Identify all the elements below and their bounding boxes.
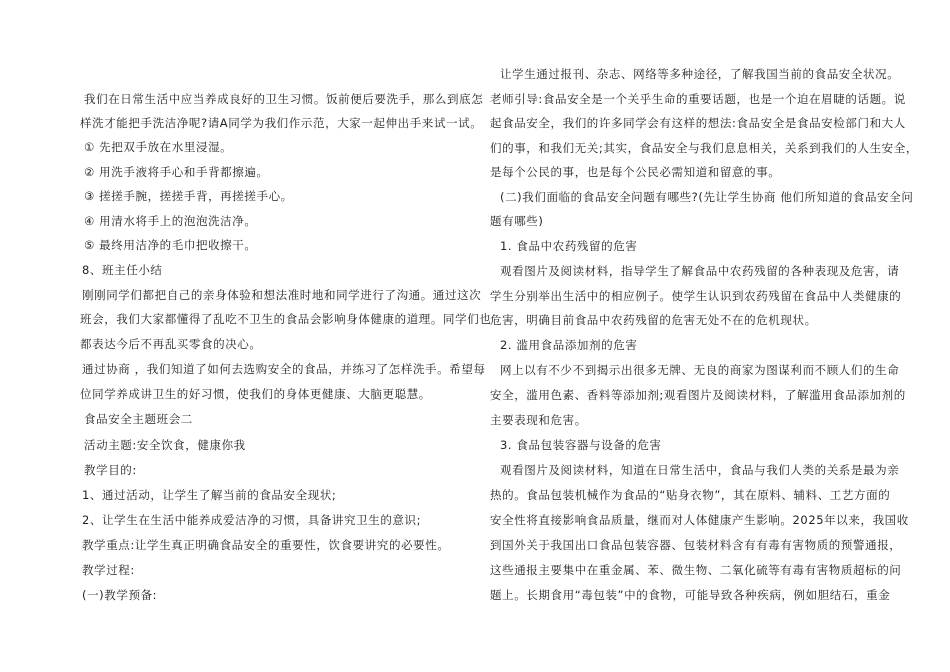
paragraph-line: 教学重点:让学生真正明确食品安全的重要性，饮食要讲究的必要性。 — [82, 538, 450, 552]
paragraph-line: 让学生通过报刊、杂志、网络等多种途径，了解我国当前的食品安全状况。 — [500, 67, 900, 81]
paragraph-line: 热的。食品包装机械作为食品的“贴身衣物”，其在原料、辅料、工艺方面的 — [490, 488, 891, 502]
list-item: 2、让学生在生活中能养成爱洁净的习惯，具备讲究卫生的意识; — [82, 513, 422, 527]
paragraph-line: 老师引导:食品安全是一个关乎生命的重要话题，也是一个迫在眉睫的话题。说 — [490, 92, 906, 106]
list-item: ③ 搓搓手腕，搓搓手背，再搓搓手心。 — [84, 189, 293, 203]
paragraph-line: 班会，我们大家都懂得了乱吃不卫生的食品会影响身体健康的道理。同学们也 — [80, 312, 492, 326]
paragraph-line: 我们在日常生活中应当养成良好的卫生习惯。饭前便后要洗手，那么到底怎 — [84, 92, 484, 106]
paragraph-line: 主要表现和危害。 — [490, 413, 587, 427]
list-item: ① 先把双手放在水里浸湿。 — [84, 140, 233, 154]
paragraph-line: 教学目的: — [84, 463, 137, 477]
paragraph-line: 观看图片及阅读材料，知道在日常生活中，食品与我们人类的关系是最为亲 — [500, 463, 900, 477]
document-subtitle: 食品安全主题班会二 — [84, 412, 193, 426]
list-item: ② 用洗手液将手心和手背都擦遍。 — [84, 165, 269, 179]
section-heading: 1. 食品中农药残留的危害 — [500, 239, 638, 253]
paragraph-line: 教学过程: — [82, 563, 135, 577]
paragraph-line: 危害，明确目前食品中农药残留的危害无处不在的危机现状。 — [490, 313, 817, 327]
paragraph-line: 观看图片及阅读材料，指导学生了解食品中农药残留的各种表现及危害，请 — [500, 264, 900, 278]
paragraph-line: 到国外关于我国出口食品包装容器、包装材料含有有毒有害物质的预警通报， — [490, 538, 902, 552]
paragraph-line: 安全性将直接影响食品质量，继而对人体健康产生影响。2025年以来，我国收 — [490, 513, 909, 527]
paragraph-line: (二)我们面临的食品安全问题有哪些?(先让学生协商 他们所知道的食品安全问 — [500, 190, 914, 204]
section-heading: 3. 食品包装容器与设备的危害 — [500, 438, 662, 452]
paragraph-line: 是每个公民的事，也是每个公民必需知道和留意的事。 — [490, 165, 781, 179]
paragraph-line: (一)教学预备: — [82, 588, 158, 602]
paragraph-line: 题上。长期食用“毒包装”中的食物，可能导致各种疾病，例如胆结石，重金 — [490, 588, 891, 602]
paragraph-line: 安全，滥用色素、香料等添加剂;观看图片及阅读材料，了解滥用食品添加剂的 — [490, 388, 906, 402]
paragraph-line: 活动主题:安全饮食，健康你我 — [84, 438, 246, 452]
section-heading: 2. 滥用食品添加剂的危害 — [500, 338, 638, 352]
list-item: ④ 用清水将手上的泡泡洗洁净。 — [84, 214, 257, 228]
paragraph-line: 都表达今后不再乱买零食的决心。 — [80, 337, 262, 351]
paragraph-line: 位同学养成讲卫生的好习惯，使我们的身体更健康、大脑更聪慧。 — [80, 387, 431, 401]
list-item: 1、通过活动，让学生了解当前的食品安全现状; — [82, 488, 337, 502]
paragraph-line: 题有哪些) — [490, 214, 544, 228]
paragraph-line: 们的事，和我们无关;其实，食品安全与我们息息相关，关系到我们的人生安全， — [490, 141, 918, 155]
list-item: ⑤ 最终用洁净的毛巾把收擦干。 — [84, 238, 257, 252]
paragraph-line: 刚刚同学们都把自己的亲身体验和想法准时地和同学进行了沟通。通过这次 — [82, 288, 482, 302]
paragraph-line: 通过协商 ，我们知道了如何去选购安全的食品，并练习了怎样洗手。希望每 — [82, 362, 486, 376]
paragraph-line: 起食品安全，我们的许多同学会有这样的想法:食品安全是食品安检部门和大人 — [490, 116, 906, 130]
paragraph-line: 这些通报主要集中在重金属、苯、微生物、二氧化硫等有毒有害物质超标的问 — [490, 563, 902, 577]
section-heading: 8、班主任小结 — [82, 263, 163, 277]
paragraph-line: 学生分别举出生活中的相应例子。使学生认识到农药残留在食品中人类健康的 — [490, 289, 902, 303]
paragraph-line: 网上以有不少不到揭示出很多无牌、无良的商家为图谋利而不顾人们的生命 — [500, 363, 900, 377]
paragraph-line: 样洗才能把手洗洁净呢?请A同学为我们作示范，大家一起伸出手来试一试。 — [80, 116, 483, 130]
